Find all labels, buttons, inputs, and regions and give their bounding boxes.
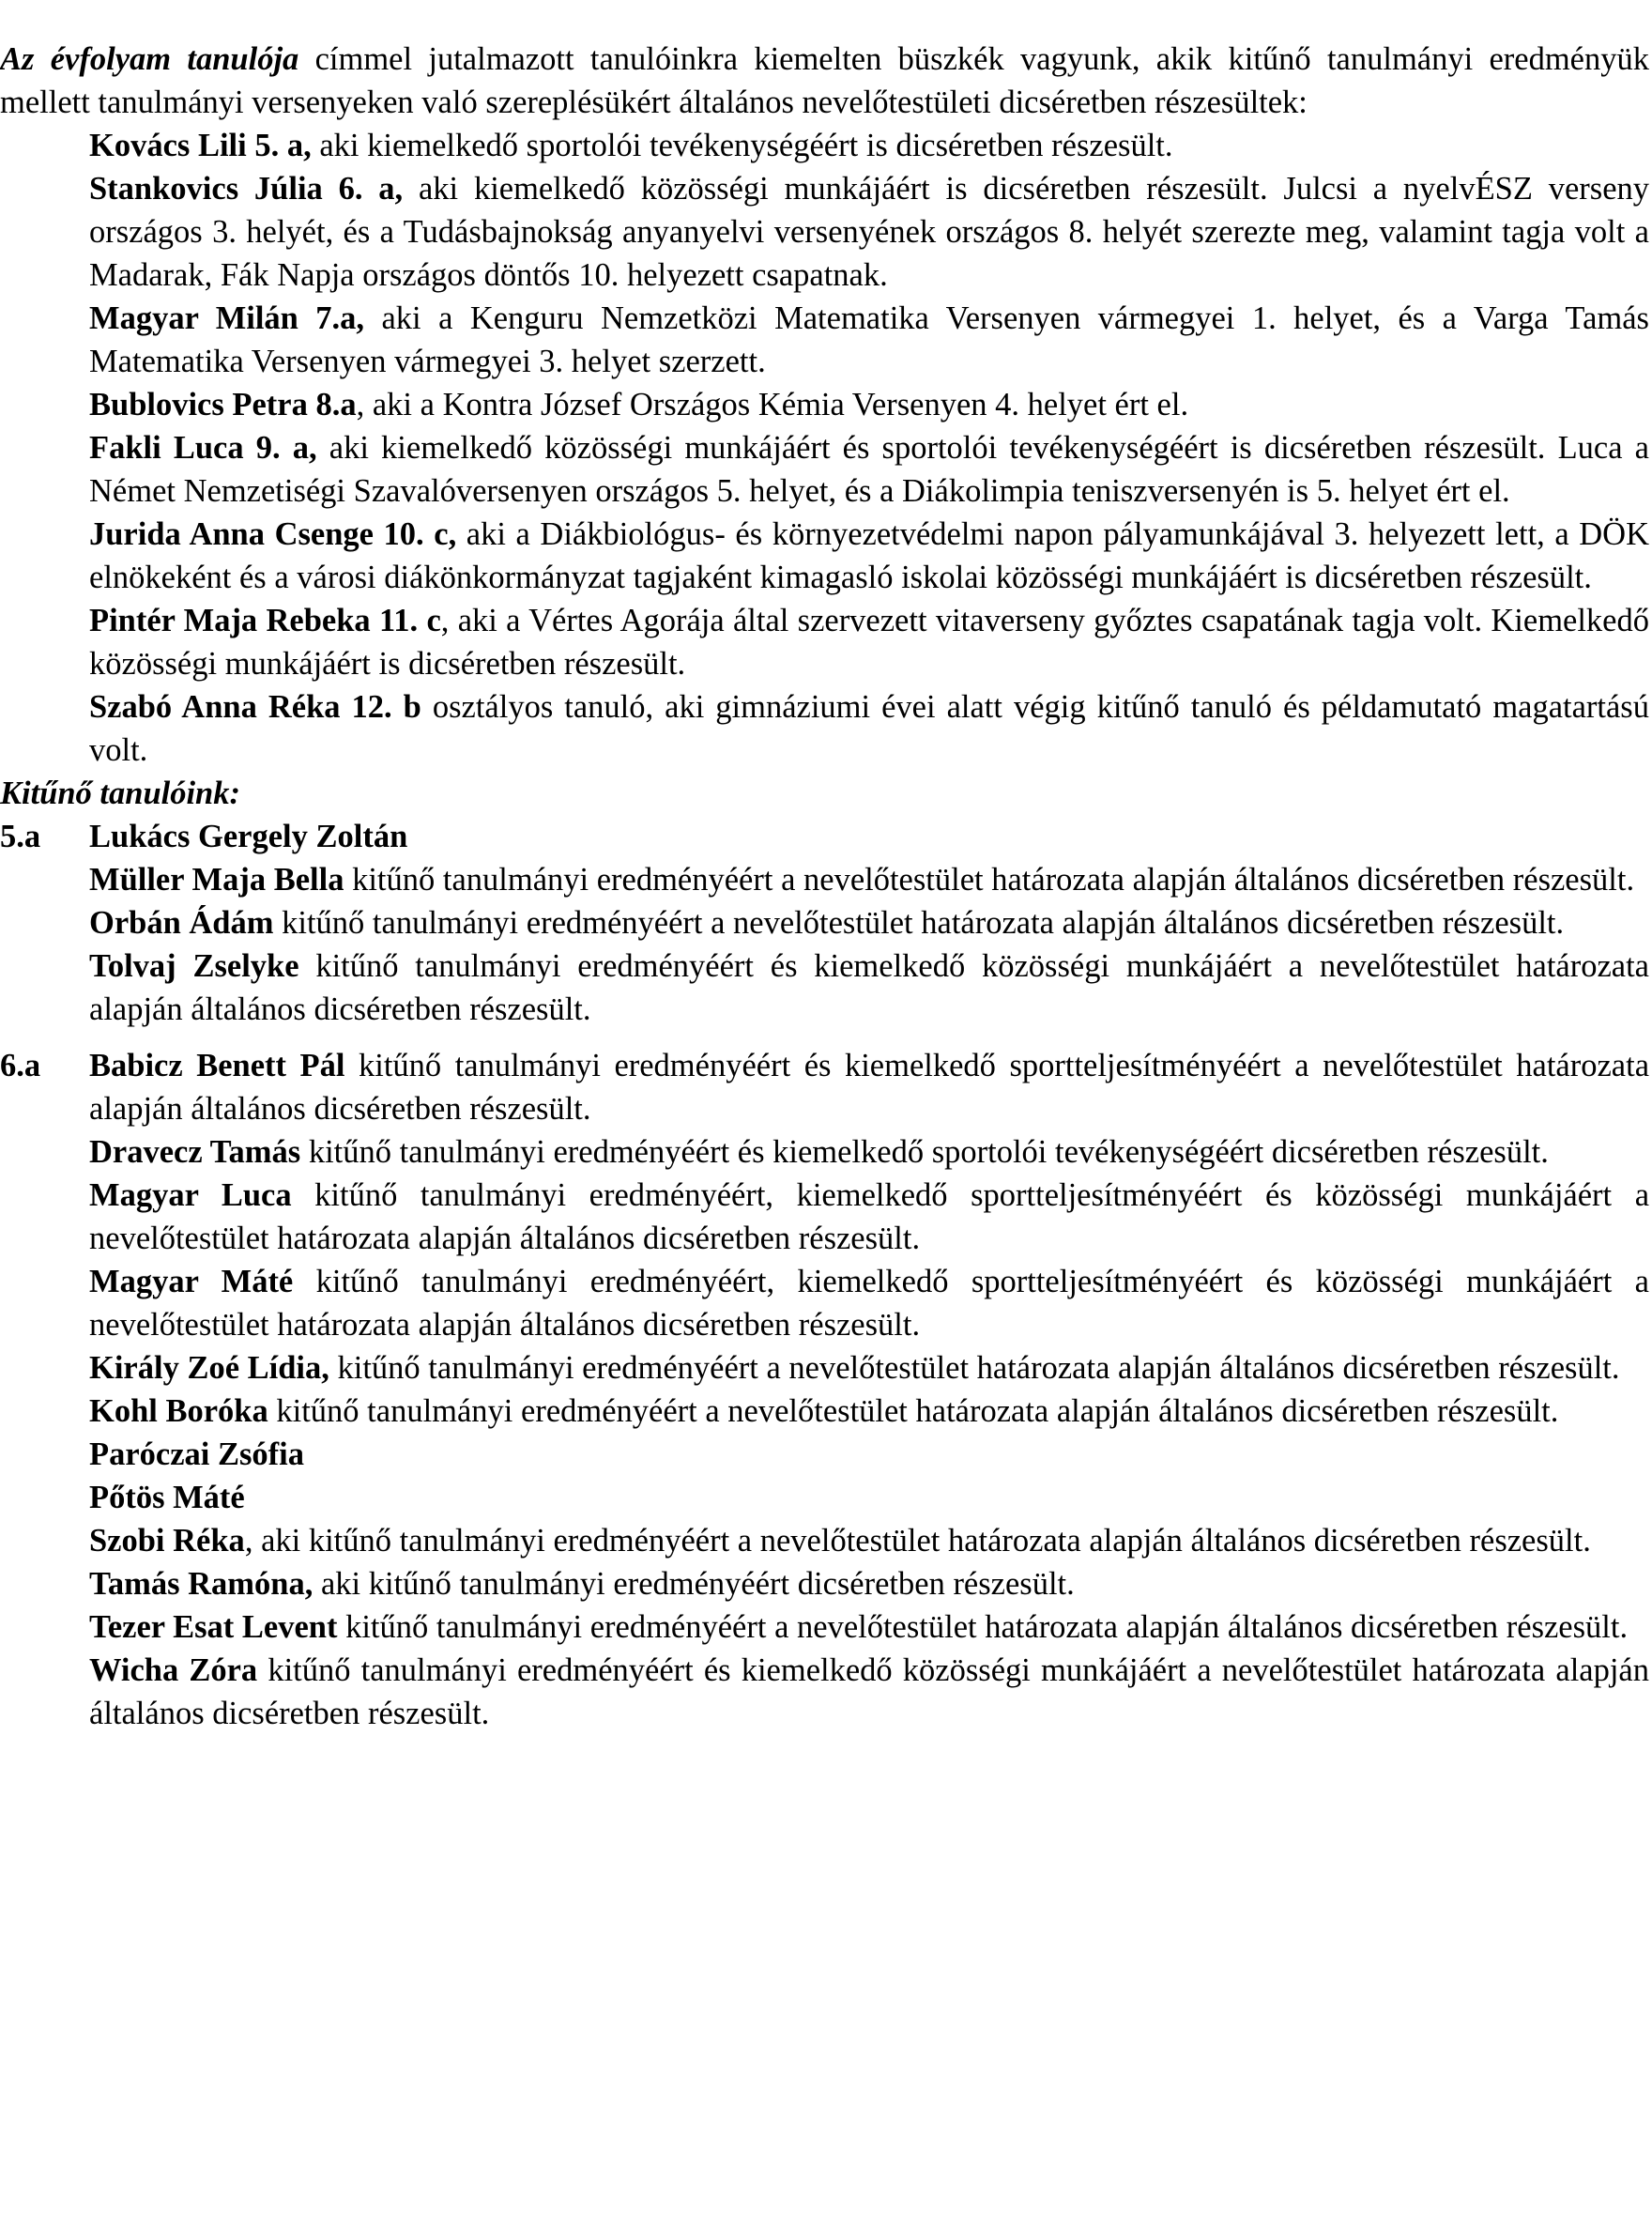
- student-description: kitűnő tanulmányi eredményéért, kiemelkedő sportteljesítményéért és közösségi munkájáért a nevelőtestület határozata alapján általános dicséretben részesült.: [89, 1264, 1649, 1343]
- student-description: kitűnő tanulmányi eredményéért és kiemelkedő sportteljesítményéért a nevelőtestület határozata alapján általános dicséretben részesült.: [89, 1048, 1650, 1127]
- class-student-entry: [89, 1346, 1649, 1390]
- student-description: kitűnő tanulmányi eredményéért és kiemelkedő közösségi munkájáért a nevelőtestület határozata alapján általános dicséretben részesült.: [89, 1652, 1649, 1731]
- student-name: Pőtös Máté: [89, 1480, 245, 1515]
- student-description: aki a Kenguru Nemzetközi Matematika Versenyen vármegyei 1. helyet, és a Varga Tamás Matematika Versenyen vármegyei 3. helyet szerzett.: [89, 300, 1649, 379]
- class-block-6a: [0, 1044, 1652, 1735]
- student-name: Jurida Anna Csenge 10. c,: [89, 516, 457, 552]
- intro-title: Az évfolyam tanulója: [0, 41, 299, 77]
- class-student-entry: [89, 1260, 1649, 1346]
- student-description: aki kitűnő tanulmányi eredményéért dicséretben részesült.: [313, 1566, 1075, 1602]
- excellent-students-heading: Kitűnő tanulóink:: [0, 776, 240, 811]
- student-description: , aki kitűnő tanulmányi eredményéért a nevelőtestület határozata alapján általános dicséretben részesült.: [244, 1523, 1591, 1559]
- student-name: Kohl Boróka: [89, 1393, 268, 1429]
- student-name: Tezer Esat Levent: [89, 1609, 338, 1645]
- class-label: 5.a: [0, 819, 41, 854]
- student-name: Paróczai Zsófia: [89, 1436, 304, 1472]
- intro-paragraph: [0, 38, 1649, 124]
- student-name: Szabó Anna Réka 12. b: [89, 689, 421, 725]
- student-name: Magyar Máté: [89, 1264, 294, 1299]
- year-student-entry: [89, 383, 1649, 426]
- class-label: 6.a: [0, 1048, 41, 1083]
- student-name: Tamás Ramóna,: [89, 1566, 314, 1602]
- student-name: Magyar Luca: [89, 1177, 292, 1213]
- student-description: kitűnő tanulmányi eredményéért a nevelőtestület határozata alapján általános dicséretben részesült.: [337, 1609, 1629, 1645]
- student-name: Magyar Milán 7.a,: [89, 300, 365, 336]
- student-name: Dravecz Tamás: [89, 1134, 301, 1170]
- student-name: Wicha Zóra: [89, 1652, 258, 1688]
- student-description: , aki a Vértes Agorája által szervezett vitaverseny győztes csapatának tagja volt. Kiemelkedő közösségi munkájáért is dicséretben részesült.: [89, 603, 1649, 682]
- class-student-entry: [89, 1174, 1649, 1260]
- student-description: aki a Diákbiológus- és környezetvédelmi napon pályamunkájával 3. helyezett lett, a DÖK elnökeként és a városi diákönkormányzat tagjaként kimagasló iskolai közösségi munkájáért is dicséretben részesült.: [89, 516, 1650, 595]
- class-student-entry: [89, 1044, 1649, 1130]
- student-description: aki kiemelkedő közösségi munkájáért és sportolói tevékenységéért is dicséretben részesült. Luca a Német Nemzetiségi Szavalóversenyen országos 5. helyet, és a Diákolimpia teniszversenyén is 5. helyet ért el.: [89, 430, 1649, 509]
- student-description: kitűnő tanulmányi eredményéért a nevelőtestület határozata alapján általános dicséretben részesült.: [268, 1393, 1559, 1429]
- student-name: Király Zoé Lídia,: [89, 1350, 329, 1386]
- class-student-entry: [89, 858, 1649, 901]
- student-description: aki kiemelkedő közösségi munkájáért is dicséretben részesült. Julcsi a nyelvÉSZ verseny országos 3. helyét, és a Tudásbajnokság anyanyelvi versenyének országos 8. helyét szerezte meg, valamint tagja volt a Madarak, Fák Napja országos döntős 10. helyezett csapatnak.: [89, 171, 1650, 293]
- student-name: Stankovics Júlia 6. a,: [89, 171, 404, 207]
- class-student-entry: [89, 1130, 1649, 1174]
- class-student-entry: [89, 1476, 1649, 1519]
- student-name: Orbán Ádám: [89, 905, 274, 941]
- student-name: Pintér Maja Rebeka 11. c: [89, 603, 441, 638]
- year-students-list: [0, 124, 1652, 772]
- student-description: aki kiemelkedő sportolói tevékenységéért is dicséretben részesült.: [311, 128, 1173, 163]
- student-description: kitűnő tanulmányi eredményéért a nevelőtestület határozata alapján általános dicséretben részesült.: [329, 1350, 1620, 1386]
- year-student-entry: [89, 513, 1649, 599]
- class-student-entry: [89, 1519, 1649, 1562]
- student-name: Tolvaj Zselyke: [89, 948, 299, 984]
- year-student-entry: [89, 167, 1649, 297]
- student-name: Bublovics Petra 8.a: [89, 387, 357, 422]
- class-row: [0, 815, 1652, 858]
- student-description: kitűnő tanulmányi eredményéért a nevelőtestület határozata alapján általános dicséretben részesült.: [273, 905, 1565, 941]
- student-description: kitűnő tanulmányi eredményéért és kiemelkedő közösségi munkájáért a nevelőtestület határozata alapján általános dicséretben részesült.: [89, 948, 1649, 1027]
- student-description: , aki a Kontra József Országos Kémia Versenyen 4. helyet ért el.: [356, 387, 1189, 422]
- year-student-entry: [89, 426, 1649, 513]
- student-description: kitűnő tanulmányi eredményéért, kiemelkedő sportteljesítményéért és közösségi munkájáért a nevelőtestület határozata alapján általános dicséretben részesült.: [89, 1177, 1650, 1256]
- student-name: Szobi Réka: [89, 1523, 245, 1559]
- class-student-entry: [89, 1390, 1649, 1433]
- intro-text: címmel jutalmazott tanulóinkra kiemelten büszkék vagyunk, akik kitűnő tanulmányi eredményük mellett tanulmányi versenyeken való szereplésükért általános nevelőtestületi dicséretben részesültek:: [0, 41, 1649, 120]
- class-student-entry: [89, 945, 1649, 1031]
- year-student-entry: [89, 124, 1649, 167]
- student-name: Müller Maja Bella: [89, 862, 344, 898]
- student-description: kitűnő tanulmányi eredményéért a nevelőtestület határozata alapján általános dicséretben részesült.: [344, 862, 1635, 898]
- class-student-entry: [89, 1649, 1649, 1735]
- student-name: Fakli Luca 9. a,: [89, 430, 317, 466]
- class-row: [0, 1044, 1652, 1130]
- class-student-entry: [89, 901, 1649, 945]
- student-name: Lukács Gergely Zoltán: [89, 819, 408, 854]
- class-block-5a: [0, 815, 1652, 1031]
- student-name: Kovács Lili 5. a,: [89, 128, 312, 163]
- class-student-entry: [89, 1562, 1649, 1605]
- student-description: osztályos tanuló, aki gimnáziumi évei alatt végig kitűnő tanuló és példamutató magatartású volt.: [89, 689, 1649, 768]
- class-student-entry: [89, 1433, 1649, 1476]
- student-name: Babicz Benett Pál: [89, 1048, 345, 1083]
- year-student-entry: [89, 297, 1649, 383]
- year-student-entry: [89, 685, 1649, 772]
- student-description: kitűnő tanulmányi eredményéért és kiemelkedő sportolói tevékenységéért dicséretben részesült.: [300, 1134, 1549, 1170]
- class-student-entry: [89, 1605, 1649, 1649]
- class-student-entry: [89, 815, 1649, 858]
- year-student-entry: [89, 599, 1649, 685]
